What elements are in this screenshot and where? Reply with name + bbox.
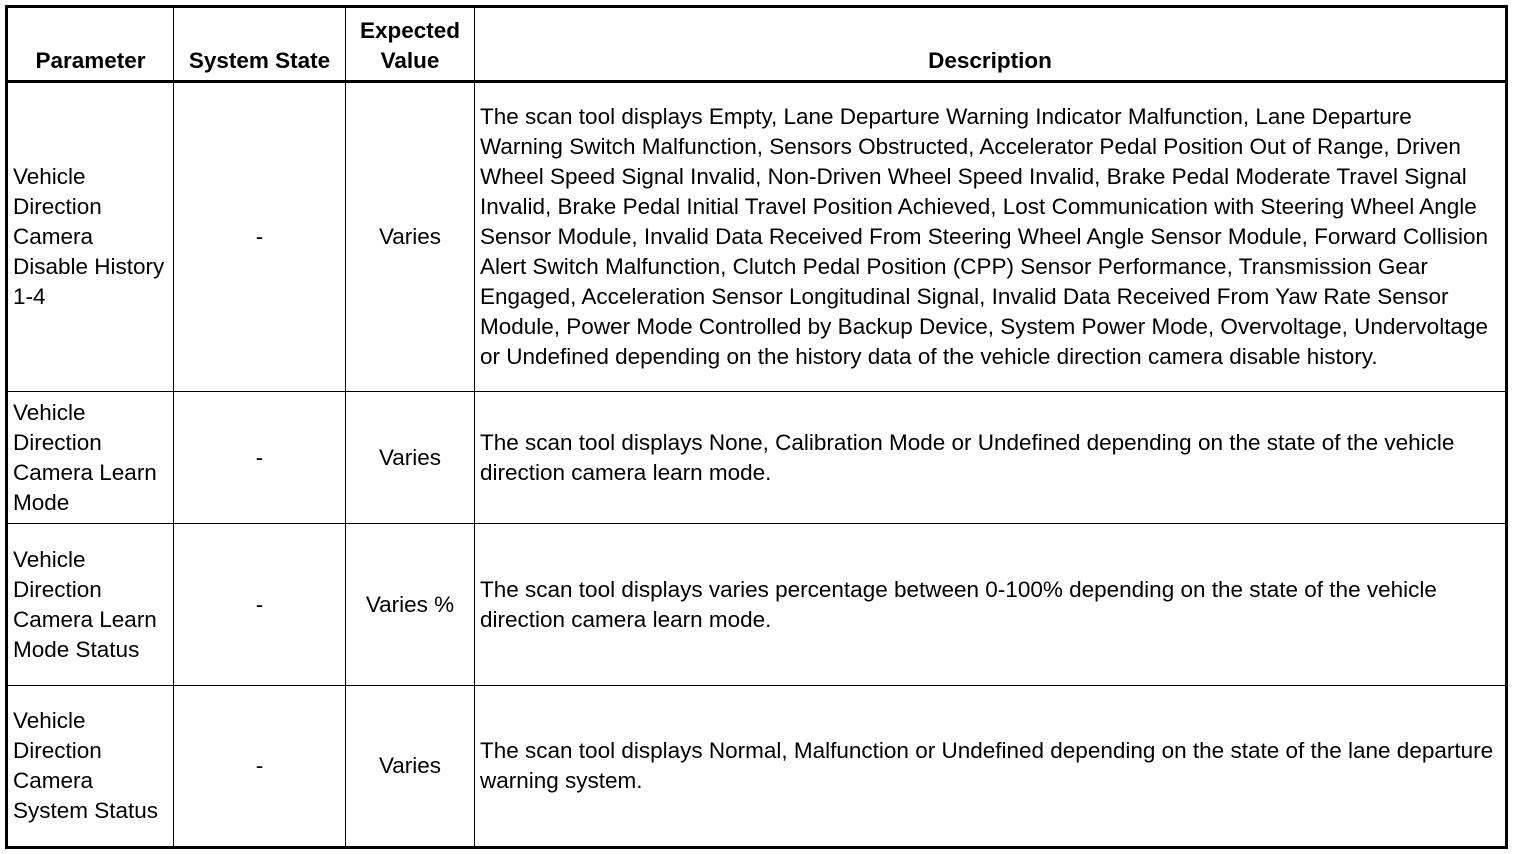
table-body <box>7 82 1507 848</box>
description-cell: The scan tool displays None, Calibration Mode or Undefined depending on the state of the vehicle direction camera learn mode. <box>475 392 1507 524</box>
table-row <box>7 82 1507 392</box>
parameter-cell: Vehicle Direction Camera Disable History 1-4 <box>7 82 174 392</box>
expected-value-cell: Varies <box>346 392 475 524</box>
system-state-cell: - <box>174 392 346 524</box>
header-system-state: System State <box>174 7 346 82</box>
description-cell: The scan tool displays varies percentage between 0-100% depending on the state of the vehicle direction camera learn mode. <box>475 524 1507 686</box>
expected-value-cell: Varies <box>346 82 475 392</box>
header-row <box>7 7 1507 82</box>
header-expected-value: Expected Value <box>346 7 475 82</box>
table-header <box>7 7 1507 82</box>
expected-value-cell: Varies <box>346 686 475 848</box>
description-cell: The scan tool displays Normal, Malfunction or Undefined depending on the state of the lane departure warning system. <box>475 686 1507 848</box>
system-state-cell: - <box>174 524 346 686</box>
table-row <box>7 392 1507 524</box>
parameter-cell: Vehicle Direction Camera Learn Mode <box>7 392 174 524</box>
parameter-table <box>5 5 1508 849</box>
header-description: Description <box>475 7 1507 82</box>
expected-value-cell: Varies % <box>346 524 475 686</box>
parameter-cell: Vehicle Direction Camera System Status <box>7 686 174 848</box>
parameter-cell: Vehicle Direction Camera Learn Mode Status <box>7 524 174 686</box>
header-parameter: Parameter <box>7 7 174 82</box>
table-row <box>7 686 1507 848</box>
description-cell: The scan tool displays Empty, Lane Departure Warning Indicator Malfunction, Lane Departure Warning Switch Malfunction, Sensors Obstructed, Accelerator Pedal Position Out of Range, Driven Wheel Speed Signal Invalid, Non-Driven Wheel Speed Invalid, Brake Pedal Moderate Travel Signal Invalid, Brake Pedal Initial Travel Position Achieved, Lost Communication with Steering Wheel Angle Sensor Module, Invalid Data Received From Steering Wheel Angle Sensor Module, Forward Collision Alert Switch Malfunction, Clutch Pedal Position (CPP) Sensor Performance, Transmission Gear Engaged, Acceleration Sensor Longitudinal Signal, Invalid Data Received From Yaw Rate Sensor Module, Power Mode Controlled by Backup Device, System Power Mode, Overvoltage, Undervoltage or Undefined depending on the history data of the vehicle direction camera disable history. <box>475 82 1507 392</box>
system-state-cell: - <box>174 686 346 848</box>
system-state-cell: - <box>174 82 346 392</box>
table-row <box>7 524 1507 686</box>
